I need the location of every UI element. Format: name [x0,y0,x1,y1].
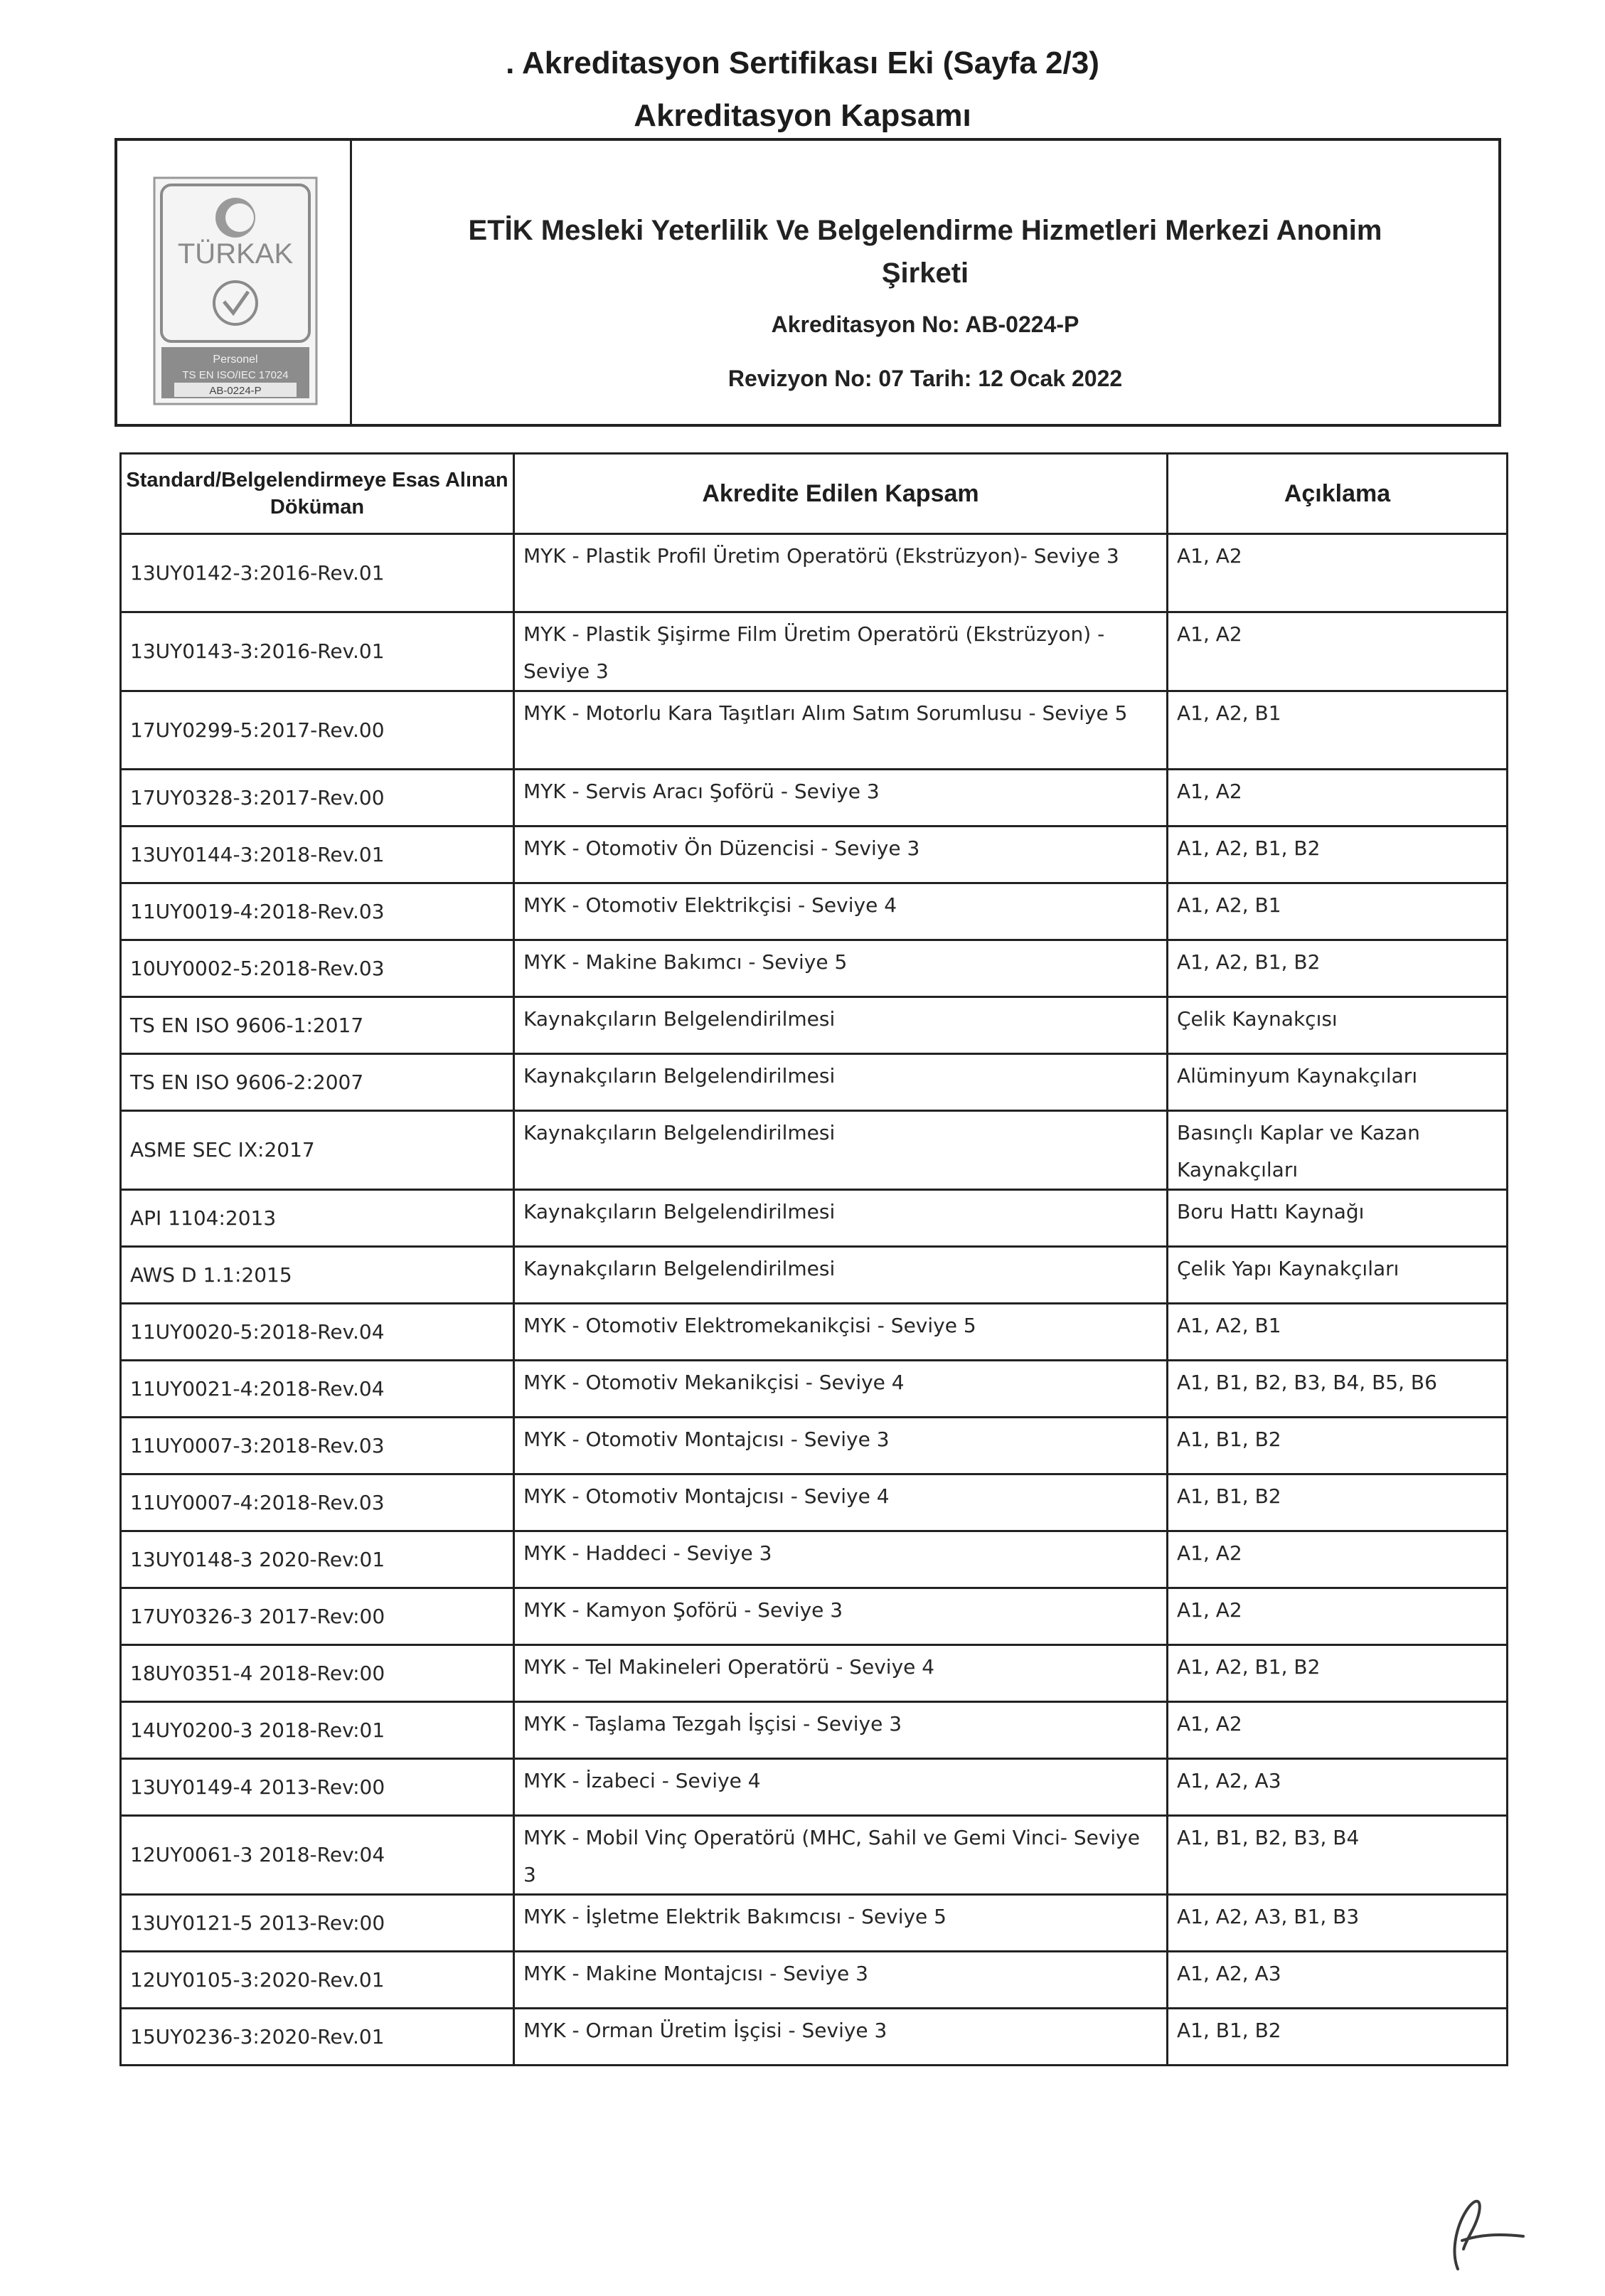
scope-cell: MYK - Plastik Şişirme Film Üretim Operatörü (Ekstrüzyon) - Seviye 3 [514,612,1168,691]
organization-name-line2: Şirketi [881,257,969,289]
scope-cell: MYK - Otomotiv Montajcısı - Seviye 4 [514,1474,1168,1531]
table-row [121,534,1508,612]
revision-info: Revizyon No: 07 Tarih: 12 Ocak 2022 [727,366,1123,391]
logo-brand: TÜRKAK [177,238,294,270]
logo-cell [117,141,352,424]
note-cell: A1, A2 [1168,534,1508,612]
table-row [121,1361,1508,1418]
scope-cell: Kaynakçıların Belgelendirilmesi [514,1190,1168,1247]
note-cell: A1, B1, B2, B3, B4 [1168,1816,1508,1895]
table-row [121,1759,1508,1816]
document-cell: 13UY0142-3:2016-Rev.01 [121,534,514,612]
table-row [121,1531,1508,1588]
document-cell: 11UY0007-3:2018-Rev.03 [121,1418,514,1474]
scope-cell: MYK - Orman Üretim İşçisi - Seviye 3 [514,2009,1168,2066]
scope-cell: MYK - Otomotiv Ön Düzencisi - Seviye 3 [514,827,1168,883]
note-cell: A1, B1, B2 [1168,2009,1508,2066]
document-cell: 13UY0121-5 2013-Rev:00 [121,1895,514,1952]
document-cell: 10UY0002-5:2018-Rev.03 [121,940,514,997]
page-subtitle: Akreditasyon Kapsamı [634,98,971,133]
note-cell: A1, A2, A3 [1168,1759,1508,1816]
note-cell: A1, A2, B1 [1168,691,1508,770]
document-cell: 14UY0200-3 2018-Rev:01 [121,1702,514,1759]
document-cell: ASME SEC IX:2017 [121,1111,514,1190]
scope-cell: Kaynakçıların Belgelendirilmesi [514,1111,1168,1190]
scope-cell: MYK - Makine Montajcısı - Seviye 3 [514,1952,1168,2009]
note-cell: Çelik Yapı Kaynakçıları [1168,1247,1508,1304]
document-cell: 17UY0326-3 2017-Rev:00 [121,1588,514,1645]
column-header-scope: Akredite Edilen Kapsam [514,454,1168,534]
turkak-logo [153,176,318,405]
note-cell: A1, A2 [1168,770,1508,827]
column-header-note: Açıklama [1168,454,1508,534]
table-row [121,1418,1508,1474]
table-header-row [121,454,1508,534]
column-header-document: Standard/Belgelendirmeye Esas Alınan Döküman [121,454,514,534]
note-cell: Alüminyum Kaynakçıları [1168,1054,1508,1111]
note-cell: A1, A2 [1168,1531,1508,1588]
page-title: . Akreditasyon Sertifikası Eki (Sayfa 2/3) [506,46,1099,80]
scope-cell: MYK - İşletme Elektrik Bakımcısı - Seviye 5 [514,1895,1168,1952]
document-cell: 12UY0061-3 2018-Rev:04 [121,1816,514,1895]
logo-sub3: AB-0224-P [209,385,262,397]
table-row [121,1645,1508,1702]
note-cell: A1, A2, B1 [1168,883,1508,940]
note-cell: Çelik Kaynakçısı [1168,997,1508,1054]
table-row [121,770,1508,827]
scope-cell: MYK - Haddeci - Seviye 3 [514,1531,1168,1588]
note-cell: A1, A2 [1168,1702,1508,1759]
table-row [121,1247,1508,1304]
scope-cell: Kaynakçıların Belgelendirilmesi [514,997,1168,1054]
document-cell: 13UY0149-4 2013-Rev:00 [121,1759,514,1816]
document-cell: API 1104:2013 [121,1190,514,1247]
document-cell: 11UY0019-4:2018-Rev.03 [121,883,514,940]
table-row [121,691,1508,770]
table-row [121,2009,1508,2066]
document-cell: 11UY0020-5:2018-Rev.04 [121,1304,514,1361]
scope-cell: MYK - Otomotiv Montajcısı - Seviye 3 [514,1418,1168,1474]
document-cell: 17UY0328-3:2017-Rev.00 [121,770,514,827]
table-row [121,883,1508,940]
note-cell: A1, B1, B2 [1168,1474,1508,1531]
document-cell: 11UY0007-4:2018-Rev.03 [121,1474,514,1531]
organization-name-line1: ETİK Mesleki Yeterlilik Ve Belgelendirme Hizmetleri Merkezi Anonim [468,215,1382,246]
document-cell: 13UY0144-3:2018-Rev.01 [121,827,514,883]
scope-cell: MYK - Otomotiv Elektromekanikçisi - Seviye 5 [514,1304,1168,1361]
document-cell: 13UY0148-3 2020-Rev:01 [121,1531,514,1588]
note-cell: Basınçlı Kaplar ve Kazan Kaynakçıları [1168,1111,1508,1190]
scope-cell: Kaynakçıların Belgelendirilmesi [514,1247,1168,1304]
handwritten-signature [1429,2184,1529,2276]
document-cell: TS EN ISO 9606-2:2007 [121,1054,514,1111]
note-cell: A1, A2, B1, B2 [1168,827,1508,883]
document-cell: 11UY0021-4:2018-Rev.04 [121,1361,514,1418]
organization-info [352,141,1498,424]
scope-cell: MYK - Servis Aracı Şoförü - Seviye 3 [514,770,1168,827]
logo-sub2: TS EN ISO/IEC 17024 [182,369,289,381]
table-row [121,940,1508,997]
table-row [121,827,1508,883]
table-row [121,1111,1508,1190]
note-cell: A1, A2, B1, B2 [1168,1645,1508,1702]
logo-sub1: Personel [213,354,258,366]
document-cell: 18UY0351-4 2018-Rev:00 [121,1645,514,1702]
document-cell: TS EN ISO 9606-1:2017 [121,997,514,1054]
table-row [121,1054,1508,1111]
note-cell: A1, A2 [1168,1588,1508,1645]
document-cell: 12UY0105-3:2020-Rev.01 [121,1952,514,2009]
table-row [121,1474,1508,1531]
table-row [121,1816,1508,1895]
document-cell: 15UY0236-3:2020-Rev.01 [121,2009,514,2066]
scope-cell: MYK - Makine Bakımcı - Seviye 5 [514,940,1168,997]
note-cell: A1, A2, B1 [1168,1304,1508,1361]
scope-cell: MYK - Taşlama Tezgah İşçisi - Seviye 3 [514,1702,1168,1759]
accreditation-number: Akreditasyon No: AB-0224-P [771,312,1079,337]
document-cell: AWS D 1.1:2015 [121,1247,514,1304]
accreditation-header-box [114,138,1501,427]
table-row [121,1190,1508,1247]
table-row [121,1702,1508,1759]
table-row [121,1895,1508,1952]
note-cell: A1, A2, B1, B2 [1168,940,1508,997]
scope-cell: MYK - Mobil Vinç Operatörü (MHC, Sahil ve Gemi Vinci- Seviye 3 [514,1816,1168,1895]
table-row [121,1588,1508,1645]
table-row [121,997,1508,1054]
note-cell: A1, B1, B2 [1168,1418,1508,1474]
document-cell: 17UY0299-5:2017-Rev.00 [121,691,514,770]
table-row [121,1952,1508,2009]
scope-table [119,452,1508,2066]
table-row [121,612,1508,691]
note-cell: Boru Hattı Kaynağı [1168,1190,1508,1247]
scope-cell: Kaynakçıların Belgelendirilmesi [514,1054,1168,1111]
scope-cell: MYK - Otomotiv Elektrikçisi - Seviye 4 [514,883,1168,940]
note-cell: A1, A2, A3, B1, B3 [1168,1895,1508,1952]
scope-cell: MYK - Otomotiv Mekanikçisi - Seviye 4 [514,1361,1168,1418]
scope-cell: MYK - Tel Makineleri Operatörü - Seviye 4 [514,1645,1168,1702]
note-cell: A1, A2, A3 [1168,1952,1508,2009]
document-cell: 13UY0143-3:2016-Rev.01 [121,612,514,691]
table-row [121,1304,1508,1361]
scope-cell: MYK - İzabeci - Seviye 4 [514,1759,1168,1816]
note-cell: A1, A2 [1168,612,1508,691]
scope-cell: MYK - Motorlu Kara Taşıtları Alım Satım Sorumlusu - Seviye 5 [514,691,1168,770]
scope-cell: MYK - Kamyon Şoförü - Seviye 3 [514,1588,1168,1645]
note-cell: A1, B1, B2, B3, B4, B5, B6 [1168,1361,1508,1418]
scope-cell: MYK - Plastik Profil Üretim Operatörü (Ekstrüzyon)- Seviye 3 [514,534,1168,612]
